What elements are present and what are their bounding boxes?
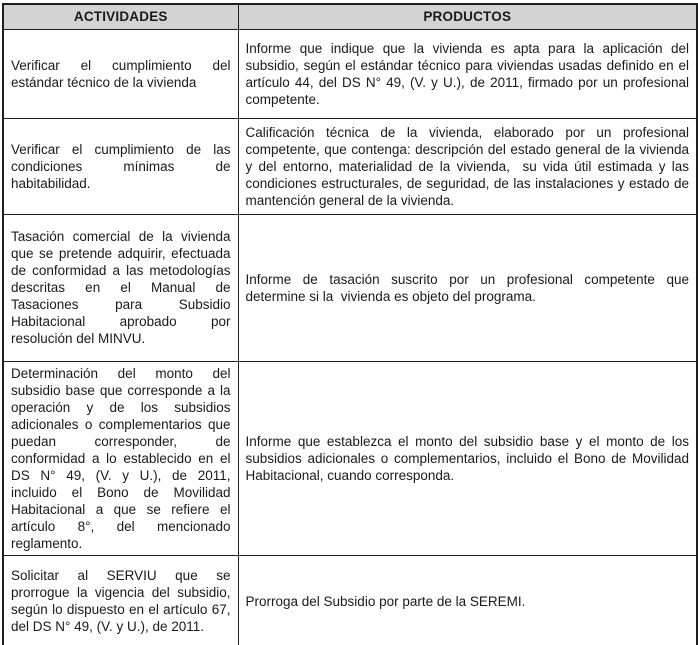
- table-row: [3, 555, 697, 645]
- producto-cell: Informe de tasación suscrito por un profesional competente que determine si la vivienda es objeto del programa.: [238, 214, 697, 361]
- column-header-productos: PRODUCTOS: [238, 4, 697, 29]
- actividad-cell: Determinación del monto del subsidio base que corresponde a la operación y de los subsidios adicionales o complementarios que puedan corresponder, de conformidad a lo establecido en el DS N° 49, (V. y U.), de 2011, incluido el Bono de Movilidad Habitacional a que se refiere el artículo 8°, del mencionado reglamento.: [3, 361, 238, 555]
- producto-cell: Prorroga del Subsidio por parte de la SEREMI.: [238, 555, 697, 645]
- column-header-actividades: ACTIVIDADES: [3, 4, 238, 29]
- table-row: [3, 118, 697, 214]
- producto-cell: Informe que establezca el monto del subsidio base y el monto de los subsidios adicionales o complementarios, incluido el Bono de Movilidad Habitacional, cuando corresponda.: [238, 361, 697, 555]
- actividades-productos-table: [2, 3, 698, 645]
- header-row: [3, 4, 697, 29]
- table-row: [3, 29, 697, 118]
- producto-cell: Informe que indique que la vivienda es apta para la aplicación del subsidio, según el estándar técnico para viviendas usadas definido en el artículo 44, del DS N° 49, (V. y U.), de 2011, firmado por un profesional competente.: [238, 29, 697, 118]
- table-row: [3, 214, 697, 361]
- table-row: [3, 361, 697, 555]
- actividad-cell: Verificar el cumplimiento del estándar técnico de la vivienda: [3, 29, 238, 118]
- producto-cell: Calificación técnica de la vivienda, elaborado por un profesional competente, que contenga: descripción del estado general de la vivienda y del entorno, materialidad de la vivienda, su vida útil estimada y las condiciones estructurales, de seguridad, de las instalaciones y estado de mantención general de la vivienda.: [238, 118, 697, 214]
- actividad-cell: Verificar el cumplimiento de las condiciones mínimas de habitabilidad.: [3, 118, 238, 214]
- actividad-cell: Tasación comercial de la vivienda que se pretende adquirir, efectuada de conformidad a las metodologías descritas en el Manual de Tasaciones para Subsidio Habitacional aprobado por resolución del MINVU.: [3, 214, 238, 361]
- actividad-cell: Solicitar al SERVIU que se prorrogue la vigencia del subsidio, según lo dispuesto en el artículo 67, del DS N° 49, (V. y U.), de 2011.: [3, 555, 238, 645]
